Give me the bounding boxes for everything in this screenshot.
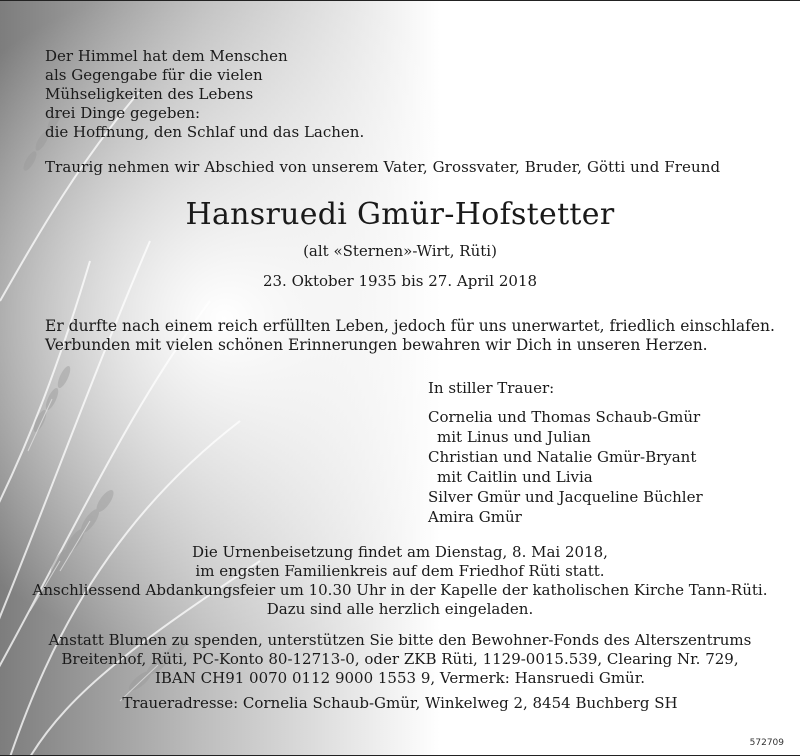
deceased-dates: 23. Oktober 1935 bis 27. April 2018 (262, 272, 538, 290)
poem-line: die Hoffnung, den Schlaf und das Lachen. (45, 123, 365, 141)
poem (45, 47, 364, 142)
poem-line: Mühseligkeiten des Lebens (45, 85, 254, 103)
poem-line: drei Dinge gegeben: (45, 104, 201, 122)
poem-line: als Gegengabe für die vielen (45, 66, 263, 84)
funeral-line: im engsten Familienkreis auf dem Friedhof Rüti statt. (195, 562, 605, 580)
donation-line: IBAN CH91 0070 0112 9000 1553 9, Vermerk: Hansruedi Gmür. (154, 669, 646, 687)
funeral-line: Die Urnenbeisetzung findet am Dienstag, 8. Mai 2018, (192, 543, 608, 561)
mourner-line: Amira Gmür (428, 508, 522, 526)
mourner-line: Silver Gmür und Jacqueline Büchler (428, 488, 703, 506)
passage-line: Er durfte nach einem reich erfüllten Leben, jedoch für uns unerwartet, friedlich einschlafen. (45, 317, 775, 335)
mourners-list (428, 378, 703, 527)
mourners-heading: In stiller Trauer: (428, 379, 555, 397)
funeral-line: Anschliessend Abdankungsfeier um 10.30 Uhr in der Kapelle der katholischen Kirche Tann-Rüti. (32, 581, 768, 599)
donation-line: Breitenhof, Rüti, PC-Konto 80-12713-0, oder ZKB Rüti, 1129-0015.539, Clearing Nr. 729, (61, 650, 739, 668)
passage-line: Verbunden mit vielen schönen Erinnerungen bewahren wir Dich in unseren Herzen. (45, 336, 708, 354)
notice-content (0, 1, 800, 756)
deceased-subtitle: (alt «Sternen»-Wirt, Rüti) (303, 242, 497, 260)
mourner-line: Cornelia und Thomas Schaub-Gmür (428, 408, 701, 426)
reference-number: 572709 (749, 738, 784, 748)
donation-info (0, 631, 800, 688)
mourner-line: Christian und Natalie Gmür-Bryant (428, 448, 697, 466)
mourning-address: Traueradresse: Cornelia Schaub-Gmür, Winkelweg 2, 8454 Buchberg SH (122, 694, 678, 712)
passage (45, 317, 775, 355)
mourner-line: mit Caitlin und Livia (437, 468, 593, 486)
deceased-name: Hansruedi Gmür-Hofstetter (185, 197, 615, 232)
poem-line: Der Himmel hat dem Menschen (45, 47, 288, 65)
intro-text: Traurig nehmen wir Abschied von unserem Vater, Grossvater, Bruder, Götti und Freund (45, 158, 721, 176)
funeral-line: Dazu sind alle herzlich eingeladen. (266, 600, 534, 618)
funeral-details (0, 543, 800, 619)
donation-line: Anstatt Blumen zu spenden, unterstützen Sie bitte den Bewohner-Fonds des Alterszentrums (48, 631, 752, 649)
mourner-line: mit Linus und Julian (437, 428, 591, 446)
